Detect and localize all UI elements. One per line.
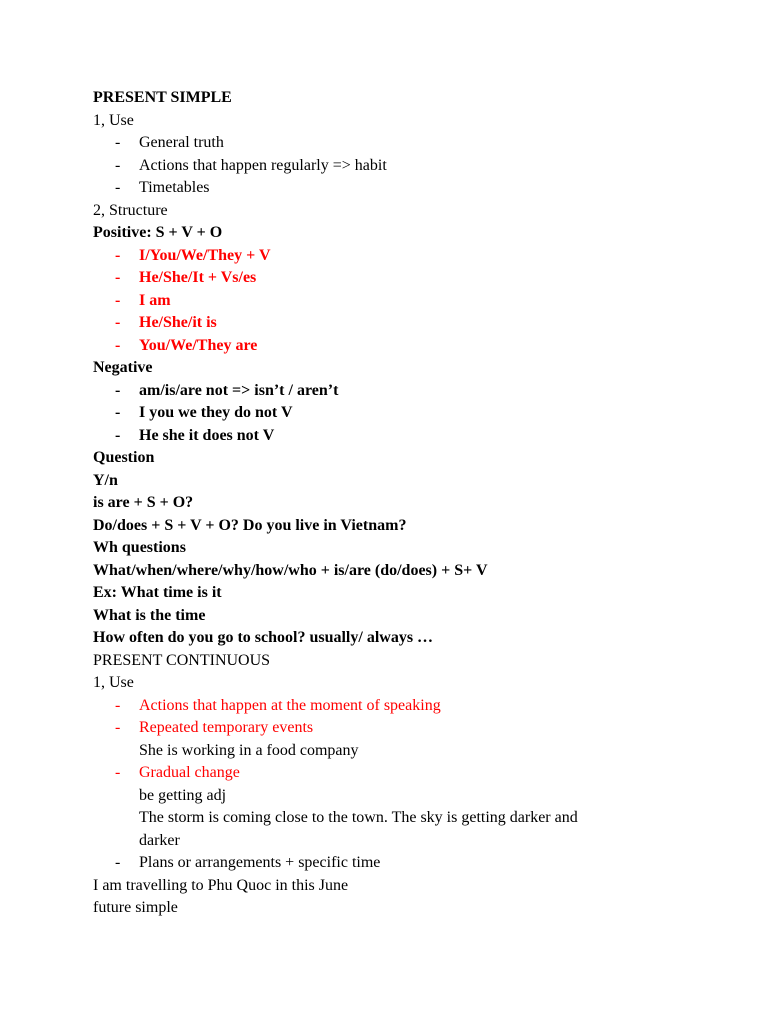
line-text: Negative bbox=[93, 359, 153, 376]
line-text: Do/does + S + V + O? Do you live in Vietnam? bbox=[93, 516, 407, 534]
bullet-item bbox=[93, 402, 713, 425]
line-text: PRESENT CONTINUOUS bbox=[93, 651, 271, 669]
text-line bbox=[93, 627, 713, 650]
text-line bbox=[93, 560, 713, 583]
line-text: Positive: S + V + O bbox=[93, 224, 223, 241]
text-line bbox=[93, 110, 713, 133]
bullet-dash: - bbox=[115, 156, 121, 174]
line-text: am/is/are not => isn’t / aren’t bbox=[139, 381, 339, 399]
bullet-dash: - bbox=[115, 696, 121, 714]
bullet-continuation bbox=[93, 830, 713, 853]
line-text: Plans or arrangements + specific time bbox=[139, 854, 381, 871]
bullet-continuation bbox=[93, 740, 713, 763]
text-line bbox=[93, 515, 713, 538]
line-text: I am bbox=[139, 291, 171, 309]
bullet-dash: - bbox=[115, 246, 121, 264]
line-text: The storm is coming close to the town. The sky is getting darker and bbox=[139, 809, 578, 826]
text-line bbox=[93, 875, 713, 898]
line-text: I am travelling to Phu Quoc in this June bbox=[93, 876, 349, 894]
line-text: 1, Use bbox=[93, 111, 134, 129]
bullet-dash: - bbox=[115, 719, 121, 736]
line-text: darker bbox=[139, 831, 180, 849]
bullet-item bbox=[93, 695, 713, 718]
bullet-item bbox=[93, 335, 713, 358]
line-text: Wh questions bbox=[93, 539, 186, 556]
bullet-dash: - bbox=[115, 134, 121, 151]
line-text: Question bbox=[93, 449, 155, 466]
line-text: 2, Structure bbox=[93, 201, 168, 219]
line-text: He/She/It + Vs/es bbox=[139, 269, 257, 286]
line-text: 1, Use bbox=[93, 674, 134, 691]
bullet-item bbox=[93, 290, 713, 313]
line-text: General truth bbox=[139, 134, 224, 151]
bullet-dash: - bbox=[115, 854, 121, 871]
bullet-dash: - bbox=[115, 764, 121, 781]
line-text: I you we they do not V bbox=[139, 404, 293, 421]
line-text: What is the time bbox=[93, 606, 206, 624]
bullet-dash: - bbox=[115, 381, 121, 399]
line-text: Ex: What time is it bbox=[93, 584, 222, 601]
text-line bbox=[93, 897, 713, 920]
bullet-dash: - bbox=[115, 269, 121, 286]
line-text: Gradual change bbox=[139, 764, 240, 781]
text-line bbox=[93, 87, 713, 110]
bullet-item bbox=[93, 425, 713, 448]
line-text: Actions that happen regularly => habit bbox=[139, 156, 387, 174]
bullet-item bbox=[93, 852, 713, 875]
text-line bbox=[93, 447, 713, 470]
bullet-item bbox=[93, 717, 713, 740]
line-text: PRESENT SIMPLE bbox=[93, 89, 232, 106]
bullet-item bbox=[93, 155, 713, 178]
document-body bbox=[93, 87, 713, 920]
text-line bbox=[93, 537, 713, 560]
text-line bbox=[93, 672, 713, 695]
text-line bbox=[93, 492, 713, 515]
line-text: be getting adj bbox=[139, 786, 227, 804]
line-text: What/when/where/why/how/who + is/are (do/does) + S+ V bbox=[93, 561, 488, 579]
text-line bbox=[93, 605, 713, 628]
line-text: Timetables bbox=[139, 179, 210, 196]
bullet-item bbox=[93, 380, 713, 403]
bullet-dash: - bbox=[115, 314, 121, 331]
bullet-dash: - bbox=[115, 291, 121, 309]
line-text: He/She/it is bbox=[139, 314, 217, 331]
text-line bbox=[93, 582, 713, 605]
bullet-item bbox=[93, 762, 713, 785]
line-text: is are + S + O? bbox=[93, 494, 194, 511]
bullet-dash: - bbox=[115, 404, 121, 421]
line-text: future simple bbox=[93, 899, 178, 916]
bullet-dash: - bbox=[115, 426, 121, 444]
text-line bbox=[93, 357, 713, 380]
bullet-item bbox=[93, 132, 713, 155]
text-line bbox=[93, 222, 713, 245]
bullet-item bbox=[93, 312, 713, 335]
bullet-dash: - bbox=[115, 179, 121, 196]
line-text: I/You/We/They + V bbox=[139, 246, 271, 264]
line-text: How often do you go to school? usually/ always … bbox=[93, 629, 434, 646]
bullet-item bbox=[93, 245, 713, 268]
line-text: Repeated temporary events bbox=[139, 719, 314, 736]
line-text: She is working in a food company bbox=[139, 741, 359, 759]
line-text: You/We/They are bbox=[139, 336, 258, 354]
text-line bbox=[93, 470, 713, 493]
bullet-item bbox=[93, 177, 713, 200]
line-text: Actions that happen at the moment of speaking bbox=[139, 696, 441, 714]
bullet-dash: - bbox=[115, 336, 121, 354]
text-line bbox=[93, 200, 713, 223]
line-text: He she it does not V bbox=[139, 426, 275, 444]
bullet-item bbox=[93, 267, 713, 290]
text-line bbox=[93, 650, 713, 673]
line-text: Y/n bbox=[93, 471, 118, 489]
bullet-continuation bbox=[93, 785, 713, 808]
bullet-continuation bbox=[93, 807, 713, 830]
